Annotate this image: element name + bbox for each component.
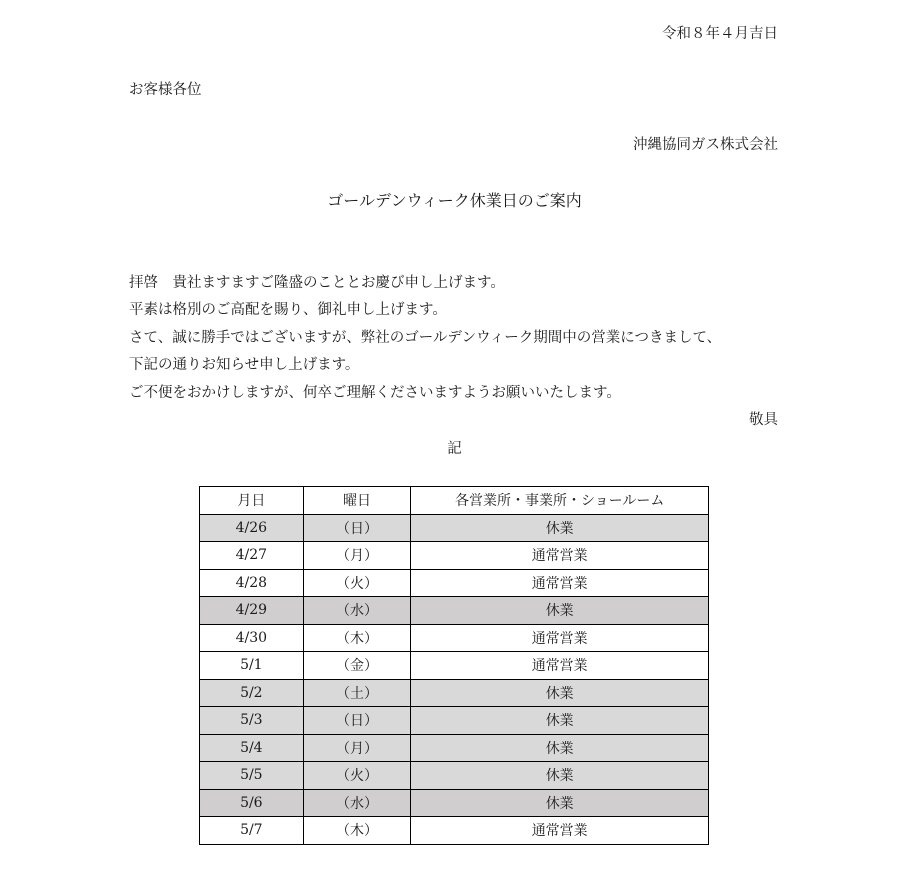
cell-date: 5/4 xyxy=(200,734,304,762)
cell-status: 休業 xyxy=(411,734,709,762)
cell-weekday: （木） xyxy=(303,624,411,652)
cell-status: 休業 xyxy=(411,762,709,790)
header-weekday: 曜日 xyxy=(303,487,411,515)
table-row xyxy=(200,569,709,597)
table-row xyxy=(200,762,709,790)
cell-status: 休業 xyxy=(411,597,709,625)
cell-status: 通常営業 xyxy=(411,542,709,570)
cell-weekday: （月） xyxy=(303,734,411,762)
body-line-greeting: 拝啓 貴社ますますご隆盛のこととお慶び申し上げます。 xyxy=(129,275,505,291)
cell-status: 通常営業 xyxy=(411,624,709,652)
table-row xyxy=(200,542,709,570)
cell-weekday: （金） xyxy=(303,652,411,680)
body-line-notice: さて、誠に勝手ではございますが、弊社のゴールデンウィーク期間中の営業につきまして、 xyxy=(129,330,722,346)
cell-date: 5/2 xyxy=(200,679,304,707)
table-row xyxy=(200,707,709,735)
table-row xyxy=(200,734,709,762)
body-line-notice-cont: 下記の通りお知らせ申し上げます。 xyxy=(129,357,360,373)
table-body xyxy=(200,514,709,844)
header-locations: 各営業所・事業所・ショールーム xyxy=(411,487,709,515)
cell-date: 5/1 xyxy=(200,652,304,680)
table-row xyxy=(200,817,709,845)
cell-date: 4/30 xyxy=(200,624,304,652)
cell-weekday: （火） xyxy=(303,569,411,597)
cell-status: 通常営業 xyxy=(411,569,709,597)
cell-date: 5/7 xyxy=(200,817,304,845)
cell-date: 4/28 xyxy=(200,569,304,597)
cell-weekday: （土） xyxy=(303,679,411,707)
body-line-apology: ご不便をおかけしますが、何卒ご理解くださいますようお願いいたします。 xyxy=(129,385,621,401)
cell-status: 休業 xyxy=(411,514,709,542)
cell-weekday: （日） xyxy=(303,707,411,735)
cell-date: 4/27 xyxy=(200,542,304,570)
cell-date: 4/26 xyxy=(200,514,304,542)
ki-heading xyxy=(0,437,909,458)
recipient-line: お客様各位 xyxy=(129,82,202,98)
cell-weekday: （月） xyxy=(303,542,411,570)
cell-weekday: （木） xyxy=(303,817,411,845)
table-row xyxy=(200,679,709,707)
holiday-schedule-table xyxy=(199,486,709,845)
cell-status: 休業 xyxy=(411,707,709,735)
table-row xyxy=(200,789,709,817)
table-row xyxy=(200,652,709,680)
cell-status: 通常営業 xyxy=(411,817,709,845)
cell-weekday: （水） xyxy=(303,789,411,817)
table-row xyxy=(200,514,709,542)
cell-status: 休業 xyxy=(411,789,709,817)
table-header-row xyxy=(200,487,709,515)
table-row xyxy=(200,624,709,652)
cell-weekday: （火） xyxy=(303,762,411,790)
cell-date: 5/6 xyxy=(200,789,304,817)
sender-company: 沖縄協同ガス株式会社 xyxy=(633,137,778,153)
table-row xyxy=(200,597,709,625)
document-title: ゴールデンウィーク休業日のご案内 xyxy=(327,191,582,210)
closing-keigu: 敬具 xyxy=(749,412,778,428)
cell-date: 4/29 xyxy=(200,597,304,625)
cell-date: 5/5 xyxy=(200,762,304,790)
cell-weekday: （日） xyxy=(303,514,411,542)
ki-text: 記 xyxy=(447,441,462,457)
cell-weekday: （水） xyxy=(303,597,411,625)
cell-status: 休業 xyxy=(411,679,709,707)
document-date: 令和８年４月吉日 xyxy=(662,26,778,42)
body-line-thanks: 平素は格別のご高配を賜り、御礼申し上げます。 xyxy=(129,302,447,318)
cell-date: 5/3 xyxy=(200,707,304,735)
header-date: 月日 xyxy=(200,487,304,515)
cell-status: 通常営業 xyxy=(411,652,709,680)
